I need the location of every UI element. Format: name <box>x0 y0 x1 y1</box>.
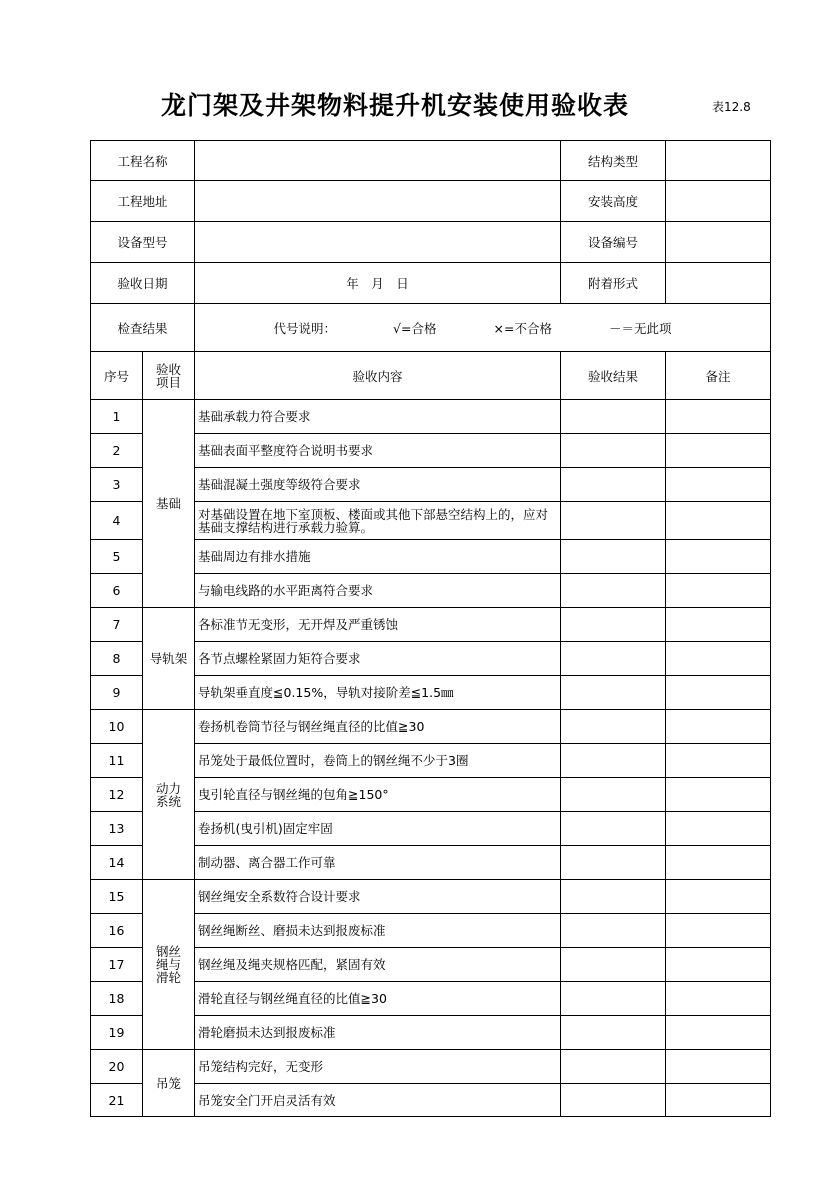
device-no-label: 设备编号 <box>561 222 666 263</box>
item-content-text: 制动器、离合器工作可靠 <box>198 855 336 870</box>
row-number: 6 <box>91 574 143 608</box>
item-content-text: 各标准节无变形，无开焊及严重锈蚀 <box>198 617 399 632</box>
remark-cell[interactable] <box>666 710 771 744</box>
item-content-text: 钢丝绳断丝、磨损未达到报废标准 <box>198 923 386 938</box>
item-content-text: 基础承载力符合要求 <box>198 409 311 424</box>
remark-cell[interactable] <box>666 1050 771 1084</box>
row-number: 9 <box>91 676 143 710</box>
result-cell[interactable] <box>561 574 666 608</box>
remark-cell[interactable] <box>666 434 771 468</box>
table-row <box>91 1050 771 1084</box>
item-content <box>195 434 561 468</box>
remark-cell[interactable] <box>666 574 771 608</box>
result-cell[interactable] <box>561 1084 666 1117</box>
table-row <box>91 400 771 434</box>
table-number: 表12.8 <box>712 100 751 114</box>
item-content <box>195 880 561 914</box>
remark-cell[interactable] <box>666 948 771 982</box>
item-content <box>195 1050 561 1084</box>
item-content <box>195 1084 561 1117</box>
item-content <box>195 710 561 744</box>
remark-cell[interactable] <box>666 1016 771 1050</box>
item-content-text: 卷扬机(曳引机)固定牢固 <box>198 821 333 836</box>
structure-type-field[interactable] <box>666 141 771 181</box>
result-cell[interactable] <box>561 948 666 982</box>
item-content-text: 钢丝绳及绳夹规格匹配，紧固有效 <box>198 957 386 972</box>
item-content <box>195 914 561 948</box>
item-content <box>195 778 561 812</box>
item-group-label: 钢丝绳与滑轮 <box>155 944 181 985</box>
row-number: 19 <box>91 1016 143 1050</box>
result-cell[interactable] <box>561 642 666 676</box>
item-content-text: 吊笼安全门开启灵活有效 <box>198 1092 336 1108</box>
col-item-group: 验收项目 <box>143 352 195 400</box>
row-number: 5 <box>91 540 143 574</box>
legend-label: 代号说明： <box>273 320 337 336</box>
remark-cell[interactable] <box>666 846 771 880</box>
row-number: 4 <box>91 502 143 540</box>
item-content-text: 吊笼结构完好，无变形 <box>198 1059 324 1074</box>
info-row-device <box>91 222 771 263</box>
item-group-label: 导轨架 <box>149 651 188 666</box>
remark-cell[interactable] <box>666 468 771 502</box>
result-cell[interactable] <box>561 1016 666 1050</box>
col-content: 验收内容 <box>195 352 561 400</box>
remark-cell[interactable] <box>666 880 771 914</box>
item-content-text: 曳引轮直径与钢丝绳的包角≧150° <box>198 787 389 802</box>
item-content <box>195 574 561 608</box>
row-number: 3 <box>91 468 143 502</box>
project-name-field[interactable] <box>195 141 561 181</box>
item-content <box>195 502 561 540</box>
item-content <box>195 948 561 982</box>
result-cell[interactable] <box>561 540 666 574</box>
accept-date-field[interactable]: 年 月 日 <box>195 263 561 304</box>
item-content <box>195 540 561 574</box>
remark-cell[interactable] <box>666 502 771 540</box>
remark-cell[interactable] <box>666 608 771 642</box>
structure-type-label: 结构类型 <box>561 141 666 181</box>
row-number: 10 <box>91 710 143 744</box>
result-cell[interactable] <box>561 608 666 642</box>
accept-date-label: 验收日期 <box>91 263 195 304</box>
item-content <box>195 400 561 434</box>
attach-form-label: 附着形式 <box>561 263 666 304</box>
row-number: 12 <box>91 778 143 812</box>
acceptance-table <box>90 140 771 1117</box>
install-height-label: 安装高度 <box>561 181 666 222</box>
check-result-label: 检查结果 <box>91 304 195 352</box>
row-number: 7 <box>91 608 143 642</box>
result-cell[interactable] <box>561 778 666 812</box>
result-cell[interactable] <box>561 434 666 468</box>
result-cell[interactable] <box>561 710 666 744</box>
item-group-label: 基础 <box>155 496 181 511</box>
result-cell[interactable] <box>561 846 666 880</box>
item-content <box>195 744 561 778</box>
row-number: 17 <box>91 948 143 982</box>
row-number: 18 <box>91 982 143 1016</box>
remark-cell[interactable] <box>666 1084 771 1117</box>
table-row <box>91 880 771 914</box>
item-content-text: 基础表面平整度符合说明书要求 <box>198 443 374 458</box>
device-model-field[interactable] <box>195 222 561 263</box>
col-result: 验收结果 <box>561 352 666 400</box>
item-content <box>195 982 561 1016</box>
device-no-field[interactable] <box>666 222 771 263</box>
result-cell[interactable] <box>561 502 666 540</box>
item-content <box>195 676 561 710</box>
remark-cell[interactable] <box>666 982 771 1016</box>
row-number: 21 <box>91 1084 143 1117</box>
item-content-text: 滑轮磨损未达到报废标准 <box>198 1025 336 1040</box>
install-height-field[interactable] <box>666 181 771 222</box>
item-content <box>195 846 561 880</box>
attach-form-field[interactable] <box>666 263 771 304</box>
legend-fail: ×=不合格 <box>493 320 552 336</box>
project-name-label: 工程名称 <box>91 141 195 181</box>
item-content-text: 滑轮直径与钢丝绳直径的比值≧30 <box>198 991 387 1006</box>
item-content <box>195 468 561 502</box>
item-group-cell <box>143 400 195 608</box>
row-number: 15 <box>91 880 143 914</box>
project-address-field[interactable] <box>195 181 561 222</box>
row-number: 14 <box>91 846 143 880</box>
item-group-label: 动力系统 <box>155 780 181 809</box>
remark-cell[interactable] <box>666 778 771 812</box>
remark-cell[interactable] <box>666 642 771 676</box>
info-row-project <box>91 141 771 181</box>
row-number: 16 <box>91 914 143 948</box>
row-number: 20 <box>91 1050 143 1084</box>
item-content-text: 钢丝绳安全系数符合设计要求 <box>198 889 361 904</box>
item-group-cell <box>143 1050 195 1117</box>
device-model-label: 设备型号 <box>91 222 195 263</box>
page-title: 龙门架及井架物料提升机安装使用验收表 <box>160 91 629 120</box>
remark-cell[interactable] <box>666 400 771 434</box>
item-group-label: 吊笼 <box>155 1075 181 1091</box>
item-content-text: 导轨架垂直度≦0.15%，导轨对接阶差≦1.5㎜ <box>198 685 454 700</box>
info-row-result <box>91 304 771 352</box>
remark-cell[interactable] <box>666 744 771 778</box>
project-address-label: 工程地址 <box>91 181 195 222</box>
col-remark: 备注 <box>666 352 771 400</box>
result-cell[interactable] <box>561 1050 666 1084</box>
item-content-text: 卷扬机卷筒节径与钢丝绳直径的比值≧30 <box>198 719 425 734</box>
item-content <box>195 1016 561 1050</box>
column-header-row <box>91 352 771 400</box>
remark-cell[interactable] <box>666 540 771 574</box>
result-cell[interactable] <box>561 914 666 948</box>
result-cell[interactable] <box>561 468 666 502</box>
item-group-cell <box>143 880 195 1050</box>
remark-cell[interactable] <box>666 812 771 846</box>
info-row-address <box>91 181 771 222</box>
result-cell[interactable] <box>561 982 666 1016</box>
result-cell[interactable] <box>561 744 666 778</box>
item-content-text: 对基础设置在地下室顶板、楼面或其他下部悬空结构上的，应对基础支撑结构进行承载力验算。 <box>198 506 549 535</box>
item-content <box>195 642 561 676</box>
item-content-text: 各节点螺栓紧固力矩符合要求 <box>198 651 361 666</box>
row-number: 2 <box>91 434 143 468</box>
legend-ok: √=合格 <box>393 320 437 336</box>
result-cell[interactable] <box>561 676 666 710</box>
remark-cell[interactable] <box>666 914 771 948</box>
legend-na: －＝无此项 <box>608 320 672 336</box>
legend-cell <box>195 304 771 352</box>
item-content <box>195 812 561 846</box>
item-content-text: 基础周边有排水措施 <box>198 549 311 564</box>
item-content-text: 吊笼处于最低位置时，卷筒上的钢丝绳不少于3圈 <box>198 753 469 768</box>
result-cell[interactable] <box>561 812 666 846</box>
item-content-text: 与输电线路的水平距离符合要求 <box>198 583 374 598</box>
remark-cell[interactable] <box>666 676 771 710</box>
item-group-cell <box>143 608 195 710</box>
row-number: 8 <box>91 642 143 676</box>
row-number: 13 <box>91 812 143 846</box>
table-row <box>91 710 771 744</box>
item-content-text: 基础混凝土强度等级符合要求 <box>198 477 361 492</box>
table-row <box>91 608 771 642</box>
col-seq: 序号 <box>91 352 143 400</box>
info-row-date <box>91 263 771 304</box>
item-content <box>195 608 561 642</box>
result-cell[interactable] <box>561 880 666 914</box>
result-cell[interactable] <box>561 400 666 434</box>
row-number: 11 <box>91 744 143 778</box>
row-number: 1 <box>91 400 143 434</box>
item-group-cell <box>143 710 195 880</box>
